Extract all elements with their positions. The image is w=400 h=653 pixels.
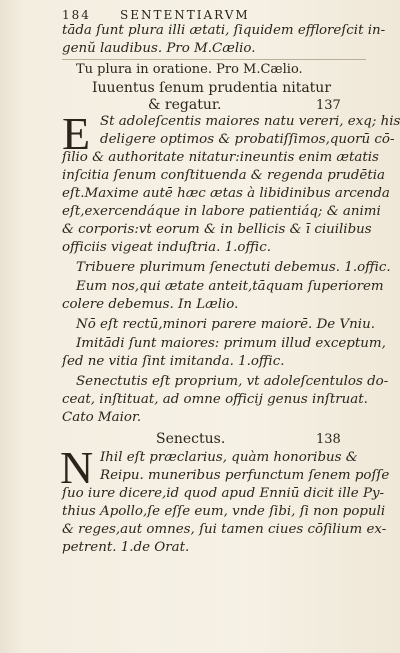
text-line: genŭ laudibus. Pro M.Cælio. xyxy=(62,41,256,56)
text-line: petrent. 1.de Orat. xyxy=(62,540,190,555)
text-line: Senectutis eſt proprium, vt adoleſcentulos do- xyxy=(76,374,389,389)
text-line: Tu plura in oratione. Pro M.Cælio. xyxy=(76,62,303,77)
section-number: 137 xyxy=(316,98,341,113)
text-line: eſt,exercendáque in labore patientiáq; & animi xyxy=(62,204,381,219)
section-title: Senectus. xyxy=(156,431,226,447)
text-line: tāda ſunt plura illi ætati, ſiquidem effloreſcit in- xyxy=(62,23,386,38)
drop-cap: E xyxy=(62,108,91,159)
text-line: deligere optimos & probatiſſimos,quorū cō- xyxy=(100,132,395,147)
text-line: & reges,aut omnes, ſui tamen ciues cōſilium ex- xyxy=(62,522,387,537)
text-line: Cato Maior. xyxy=(62,410,142,425)
running-title: SENTENTIARVM xyxy=(120,8,250,22)
text-line: ſed ne vitia ſint imitanda. 1.offic. xyxy=(62,354,285,369)
text-line: Reipu. muneribus perfunctum ſenem poſſe xyxy=(100,468,390,483)
text-line: eſt.Maxime autē hæc ætas à libidinibus arcenda xyxy=(62,186,390,201)
text-line: officiis vigeat induſtria. 1.offic. xyxy=(62,240,271,255)
text-line: inſcitia ſenum conſtituenda & regenda prudētia xyxy=(62,168,385,183)
text-line: Eum nos,qui ætate anteit,tāquam ſuperiorem xyxy=(76,279,384,294)
text-line: ſuo iure dicere,id quod apud Enniū dicit ille Py- xyxy=(62,486,385,501)
text-line: ſilio & authoritate nitatur:ineuntis enim ætatis xyxy=(62,150,379,165)
text-line: thius Apollo,ſe eſſe eum, vnde ſibi, ſi non populi xyxy=(62,504,386,519)
text-line: colere debemus. In Lælio. xyxy=(62,297,239,312)
text-line: Imitādi ſunt maiores: primum illud exceptum, xyxy=(76,336,386,351)
text-line: St adoleſcentis maiores natu vereri, exq; his xyxy=(100,114,400,129)
section-title: Iuuentus ſenum prudentia nitatur xyxy=(92,80,332,96)
section-title-cont: & regatur. xyxy=(148,97,222,113)
divider xyxy=(62,59,366,60)
page-number: 184 xyxy=(62,8,91,22)
section-number: 138 xyxy=(316,432,341,447)
text-line: Ihil eſt præclarius, quàm honoribus & xyxy=(100,450,358,465)
text-line: ceat, inſtituat, ad omne officij genus inſtruat. xyxy=(62,392,368,407)
text-line: Nō eſt rectū,minori parere maiorē. De Vniu. xyxy=(76,317,375,332)
text-line: Tribuere plurimum ſenectuti debemus. 1.offic. xyxy=(76,260,391,275)
text-line: & corporis:vt eorum & in bellicis & ī ciuilibus xyxy=(62,222,372,237)
drop-cap: N xyxy=(60,442,94,493)
